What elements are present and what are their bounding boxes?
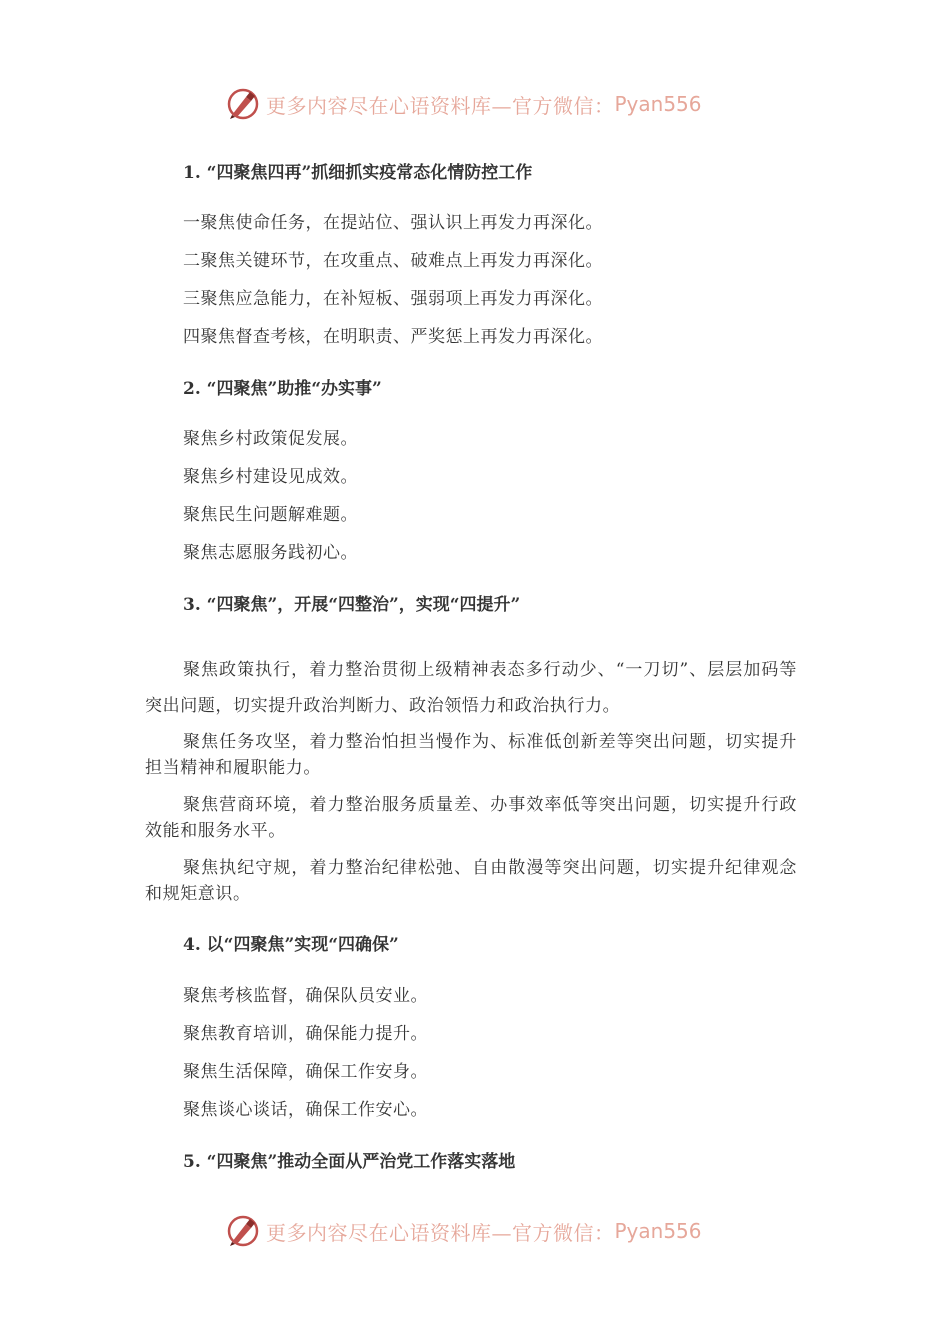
watermark-handle: Pyan556	[614, 1219, 702, 1243]
paragraph: 聚焦政策执行，着力整治贯彻上级精神表态多行动少、“一刀切”、层层加码等突出问题，切实提升政治判断力、政治领悟力和政治执行力。	[145, 660, 797, 716]
watermark-text: 更多内容尽在心语资料库—官方微信：	[266, 93, 615, 118]
paragraph: 聚焦营商环境，着力整治服务质量差、办事效率低等突出问题，切实提升行政效能和服务水平。	[145, 795, 797, 841]
list-item: 聚焦谈心谈话，确保工作安心。	[183, 1100, 428, 1120]
list-item: 四聚焦督查考核，在明职责、严奖惩上再发力再深化。	[183, 327, 603, 347]
paragraph: 聚焦执纪守规，着力整治纪律松弛、自由散漫等突出问题，切实提升纪律观念和规矩意识。	[145, 858, 797, 904]
list-item: 聚焦考核监督，确保队员安业。	[183, 986, 428, 1006]
pen-logo-icon	[226, 1214, 260, 1248]
section-heading-2: 2. “四聚焦”助推“办实事”	[183, 379, 382, 399]
watermark-banner-top	[226, 84, 746, 124]
list-item: 三聚焦应急能力，在补短板、强弱项上再发力再深化。	[183, 289, 603, 309]
paragraph: 聚焦任务攻坚，着力整治怕担当慢作为、标准低创新差等突出问题，切实提升担当精神和履职能力。	[145, 732, 797, 778]
list-item: 二聚焦关键环节，在攻重点、破难点上再发力再深化。	[183, 251, 603, 271]
list-item: 聚焦民生问题解难题。	[183, 505, 358, 525]
section-heading-4: 4. 以“四聚焦”实现“四确保”	[183, 935, 399, 955]
watermark-banner-bottom	[226, 1211, 746, 1251]
watermark-handle: Pyan556	[614, 92, 702, 116]
section-heading-3: 3. “四聚焦”，开展“四整治”，实现“四提升”	[183, 595, 521, 615]
section-heading-1: 1. “四聚焦四再”抓细抓实疫常态化情防控工作	[183, 163, 533, 183]
list-item: 聚焦乡村政策促发展。	[183, 429, 358, 449]
list-item: 聚焦教育培训，确保能力提升。	[183, 1024, 428, 1044]
list-item: 聚焦志愿服务践初心。	[183, 543, 358, 563]
watermark-text: 更多内容尽在心语资料库—官方微信：	[266, 1220, 615, 1245]
list-item: 聚焦乡村建设见成效。	[183, 467, 358, 487]
list-item: 聚焦生活保障，确保工作安身。	[183, 1062, 428, 1082]
pen-logo-icon	[226, 87, 260, 121]
section-heading-5: 5. “四聚焦”推动全面从严治党工作落实落地	[183, 1152, 516, 1172]
list-item: 一聚焦使命任务，在提站位、强认识上再发力再深化。	[183, 213, 603, 233]
